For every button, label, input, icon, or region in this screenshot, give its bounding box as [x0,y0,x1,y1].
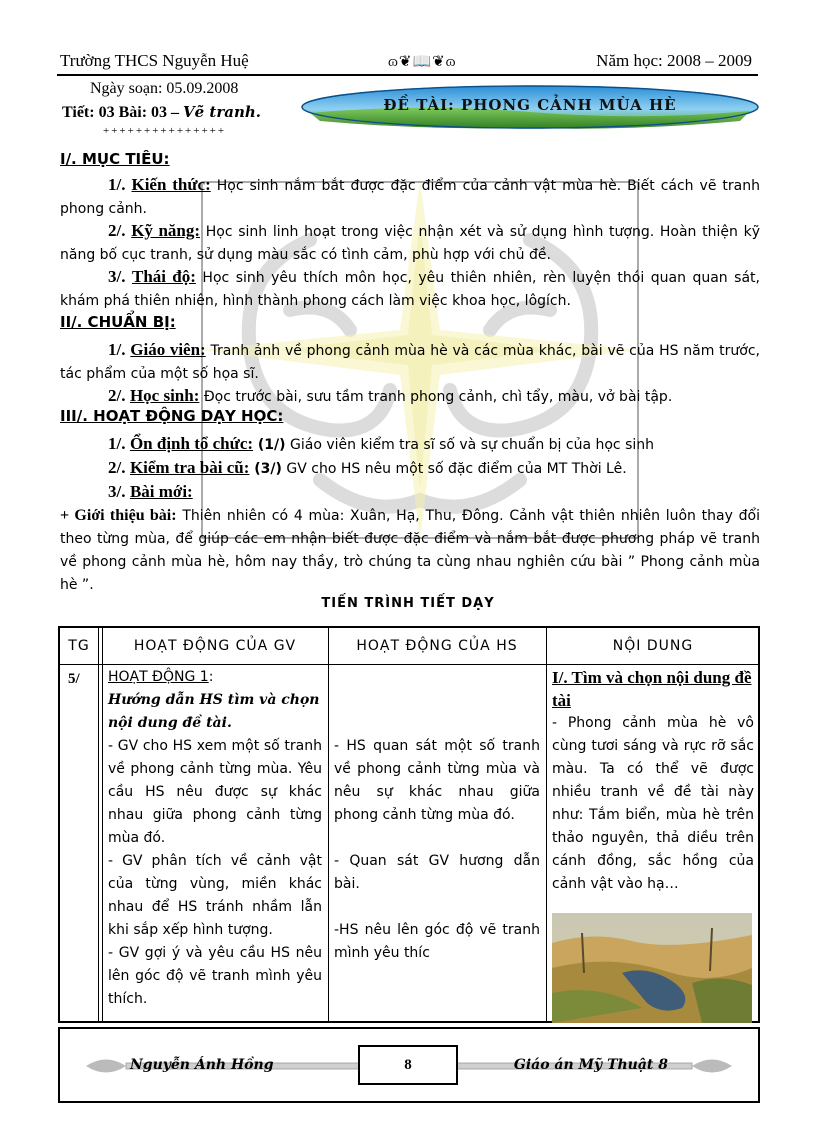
row-time: 5/ [68,671,80,687]
stars-divider: +++++++++++++++ [103,125,227,137]
item-label: Kiểm tra bài cũ: [129,458,250,477]
student-activity-cell [334,735,540,965]
section-heading-objectives: I/. MỤC TIÊU: [60,150,170,168]
item-number: 1/. [108,434,126,453]
prep-student [60,384,760,409]
page-number: 8 [358,1045,458,1085]
item-text: Học sinh linh hoạt trong việc nhận xét và sử dụng hình tượng. Hoàn thiện kỹ năng bố cục tranh, sử dụng màu sắc có tình cảm, phù hợp với chủ đề. [60,224,760,263]
item-number: 2/. [108,221,126,240]
school-year: Năm học: 2008 – 2009 [596,51,752,70]
objective-attitude [60,265,760,313]
item-text: Đọc trước bài, sưu tầm tranh phong cảnh, chì tẩy, màu, vở bài tập. [199,389,673,405]
teacher-step-3: - GV gợi ý và yêu cầu HS nêu lên góc độ vẽ tranh mình yêu thích. [108,945,322,1007]
section-heading-preparation: II/. CHUẨN BỊ: [60,313,176,331]
student-step-1: - HS quan sát một số tranh về phong cảnh từng mùa và nêu sự khác nhau giữa phong cảnh từng mùa đó. [334,738,540,823]
intro-text: Thiên nhiên có 4 mùa: Xuân, Hạ, Thu, Đông. Cảnh vật thiên nhiên luôn thay đổi theo từng mùa, để giúp các em nhận biết được đặc điểm và nắm bắt được phương pháp vẽ tranh về phong cảnh mùa hè, hôm nay thầy, trò chúng ta cùng nhau nghiên cứu bài ” Phong cảnh mùa hè ”. [60,508,761,593]
course-name: Giáo án Mỹ Thuật 8 [513,1057,668,1073]
item-text: Học sinh nắm bắt được đặc điểm của cảnh vật mùa hè. Biết cách vẽ tranh phong cảnh. [60,178,760,217]
school-name: Trường THCS Nguyễn Huệ [60,51,249,70]
activity-subtitle: Hướng dẫn HS tìm và chọn nội dung đề tài. [108,692,320,731]
item-label: Thái độ: [131,267,196,286]
activity-title: HOẠT ĐỘNG 1: [108,669,214,685]
objective-skills [60,219,760,267]
topic-title: ĐỀ TÀI: PHONG CẢNH MÙA HÈ [383,96,677,114]
item-text: GV cho HS nêu một số đặc điểm của MT Thời Lê. [281,461,627,477]
header-teacher-activity: HOẠT ĐỘNG CỦA GV [133,638,297,654]
item-number: 3/. [108,482,126,501]
content-title: I/. Tìm và chọn nội dung đề tài [552,668,752,710]
teacher-step-1: - GV cho HS xem một số tranh về phong cảnh từng mùa. Yêu cầu HS nêu được sự khác nhau giữa phong cảnh từng mùa đó. [108,738,322,846]
lesson-number: Tiết: 03 Bài: 03 – [62,104,184,121]
step-organization [60,432,760,457]
student-step-2: - Quan sát GV hương dẫn bài. [334,853,540,892]
item-text: Tranh ảnh về phong cảnh mùa hè và các mùa khác, bài vẽ của HS năm trước, tác phẩm của một số họa sĩ. [60,343,760,382]
prep-teacher [60,338,760,386]
step-new-lesson [60,480,760,505]
teacher-step-2: - GV phân tích về cảnh vật của từng vùng, miền khác nhau để HS tránh nhầm lẫn khi sắp xếp hình tượng. [108,853,322,938]
lesson-progress-table [58,626,760,1023]
header-content: NỘI DUNG [612,638,694,654]
header-student-activity: HOẠT ĐỘNG CỦA HS [356,638,518,654]
item-text: Giáo viên kiểm tra sĩ số và sự chuẩn bị của học sinh [285,437,654,453]
item-number: 1/. [108,340,126,359]
item-label: Bài mới: [129,482,193,501]
content-text: - Phong cảnh mùa hè vô cùng tươi sáng và rực rỡ sắc màu. Ta có thể vẽ được nhiều tranh về đề tài này như: Tắm biển, mùa hè trên thảo nguyên, thả diều trên cánh đồng, sắc hồng của cảnh vật vào hạ… [552,715,754,892]
item-time: (1/) [253,437,286,453]
item-number: 2/. [108,386,126,405]
item-number: 3/. [108,267,126,286]
section-heading-activities: III/. HOẠT ĐỘNG DẠY HỌC: [60,407,284,425]
item-number: 2/. [108,458,126,477]
header-divider [57,74,758,76]
objective-knowledge [60,173,760,221]
author-name: Nguyễn Ánh Hồng [130,1057,274,1073]
item-label: Giáo viên: [130,340,206,359]
content-cell [552,666,754,896]
intro-label: + Giới thiệu bài: [60,507,177,524]
prep-date: Ngày soạn: 05.09.2008 [90,80,239,97]
item-label: Kỹ năng: [131,221,201,240]
item-label: Học sinh: [129,386,200,405]
lesson-introduction [60,504,760,597]
step-review [60,456,760,481]
header-time: TG [68,638,90,654]
lesson-type: Vẽ tranh. [183,103,262,121]
item-number: 1/. [108,175,126,194]
item-text: Học sinh yêu thích môn học, yêu thiên nhiên, rèn luyện thói quan quan sát, khám phá thiên nhiên, hình thành phong cách làm việc khoa học, lôgích. [60,270,760,309]
lesson-line [62,103,261,122]
page-footer [58,1027,760,1103]
progress-title: TIẾN TRÌNH TIẾT DẠY [321,596,495,611]
item-label: Kiến thức: [131,175,211,194]
student-step-3: -HS nêu lên góc độ vẽ tranh mình yêu thíc [334,922,540,961]
landscape-painting-image [552,913,752,1023]
item-label: Ổn định tổ chức: [129,434,254,453]
teacher-activity-cell [108,666,322,1011]
item-time: (3/) [249,461,282,477]
header-ornament: ɷ❦📖❦ɷ [388,54,457,70]
